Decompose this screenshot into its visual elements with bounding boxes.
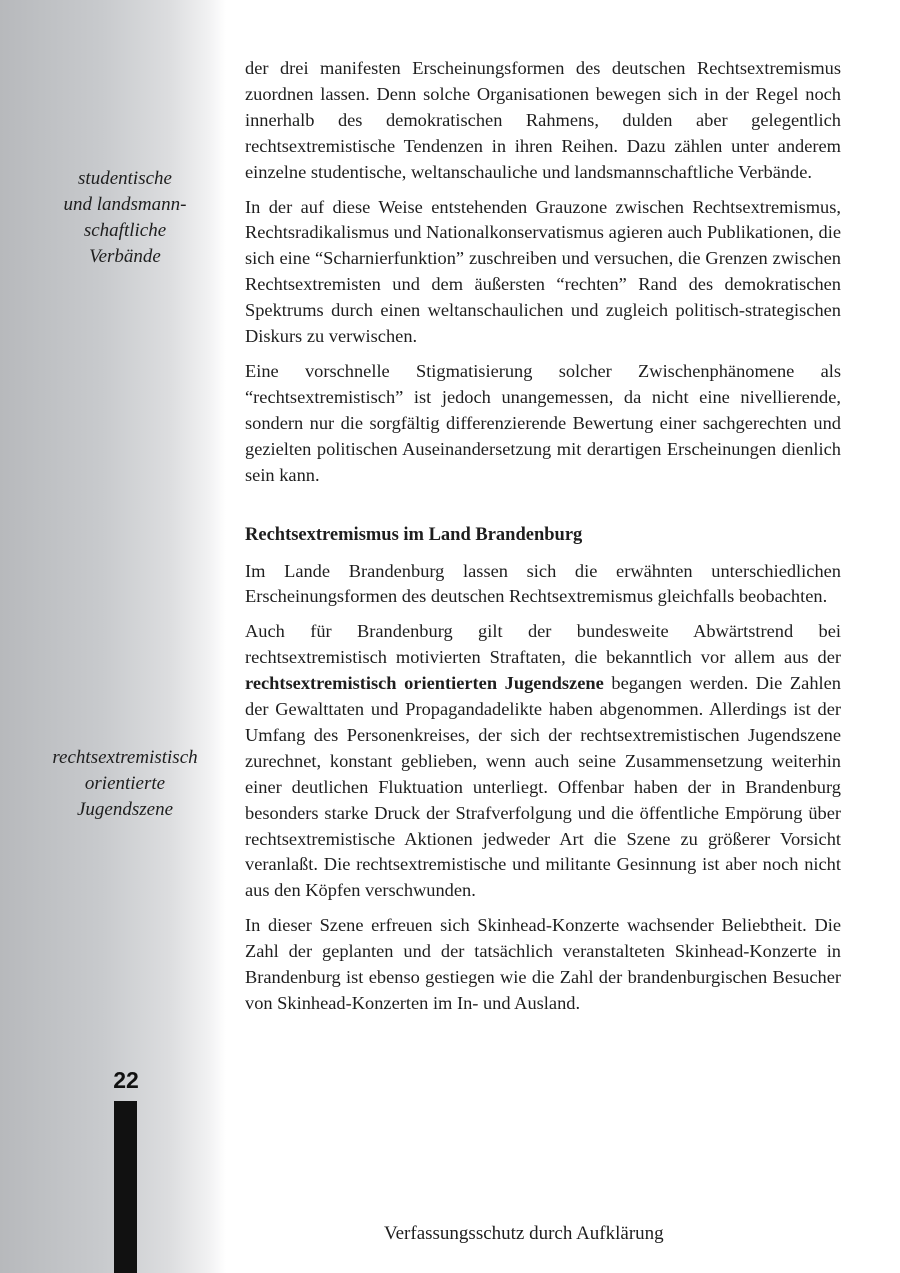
- margin-note-jugendszene: [30, 745, 220, 823]
- margin-note-line: studentische: [78, 168, 172, 189]
- paragraph-5-text-before: Auch für Brandenburg gilt der bundesweite Abwärtstrend bei rechtsextremistisch motivierten Straftaten, die bekanntlich vor allem aus der: [245, 621, 841, 668]
- paragraph-6: In dieser Szene erfreuen sich Skinhead-Konzerte wachsender Beliebtheit. Die Zahl der geplanten und der tatsächlich veranstalteten Skinhead-Konzerte in Brandenburg ist ebenso gestiegen wie die Zahl der brandenburgischen Besucher von Skinhead-Konzerten im In- und Ausland.: [245, 915, 841, 1013]
- paragraph-1: der drei manifesten Erscheinungsformen des deutschen Rechtsextremismus zuordnen lassen. Denn solche Organisationen bewegen sich in der Regel noch innerhalb des demokratischen Rahmens, dulden aber gelegentlich rechtsextremistische Tendenzen in ihren Reihen. Dazu zählen unter anderem einzelne studentische, weltanschauliche und landsmannschaftliche Verbände.: [245, 58, 841, 182]
- margin-note-line: orientierte: [84, 773, 166, 794]
- margin-note-line: und landsmann-: [63, 194, 187, 215]
- paragraph-3: Eine vorschnelle Stigmatisierung solcher Zwischenphänomene als “rechtsextremistisch” ist jedoch unangemessen, da nicht eine nivellierende, sondern nur die sorgfältig differenzierende Bewertung einer sachgerechten und gezielten politischen Auseinandersetzung mit derartigen Erscheinungen dienlich sein kann.: [245, 360, 841, 485]
- paragraph-5-text-after: begangen werden. Die Zahlen der Gewalttaten und Propagandadelikte haben abgenommen. Allerdings ist der Umfang des Personenkreises, der sich der rechtsextremistischen Jugendszene zurechnet, konstant geblieben, wenn auch seine Zusammensetzung weiterhin einer deutlichen Fluktuation unterliegt. Offenbar haben der in Brandenburg besonders starke Druck der Strafverfolgung und die öffentliche Empörung über rechtsextremistische Aktionen jedweder Art die Szene zu größerer Vorsicht veranlaßt. Die rechtsextremistische und militante Gesinnung ist aber noch nicht aus den Köpfen verschwunden.: [245, 673, 841, 901]
- margin-note-line: Verbände: [89, 246, 161, 267]
- main-text: [245, 56, 841, 1026]
- sidebar-margin: [0, 0, 226, 1273]
- paragraph-4: Im Lande Brandenburg lassen sich die erwähnten unterschiedlichen Erscheinungsformen des deutschen Rechtsextremismus gleichfalls beobachten.: [245, 560, 841, 607]
- page-footer: Verfassungsschutz durch Aufklärung: [384, 1223, 664, 1244]
- margin-note-line: schaftliche: [83, 220, 167, 241]
- paragraph-5: [245, 619, 841, 904]
- margin-note-line: Jugendszene: [76, 799, 174, 820]
- paragraph-2: In der auf diese Weise entstehenden Grauzone zwischen Rechtsextremismus, Rechtsradikalismus und Nationalkonservatismus agieren auch Publikationen, die sich eine “Scharnierfunktion” zuschreiben und versuchen, die Grenzen zwischen Rechtsextremisten und dem äußersten “rechten” Rand des demokratischen Spektrums durch einen weltanschaulichen und zugleich politisch-strategischen Diskurs zu verwischen.: [245, 196, 841, 347]
- page-number-bar: [114, 1101, 137, 1273]
- section-heading: Rechtsextremismus im Land Brandenburg: [245, 524, 583, 545]
- paragraph-5-bold-term: rechtsextremistisch orientierten Jugendszene: [245, 673, 604, 694]
- page-number: 22: [113, 1067, 139, 1093]
- margin-note-line: rechtsextremistisch: [52, 747, 198, 768]
- margin-note-studentische-verbaende: [30, 166, 220, 270]
